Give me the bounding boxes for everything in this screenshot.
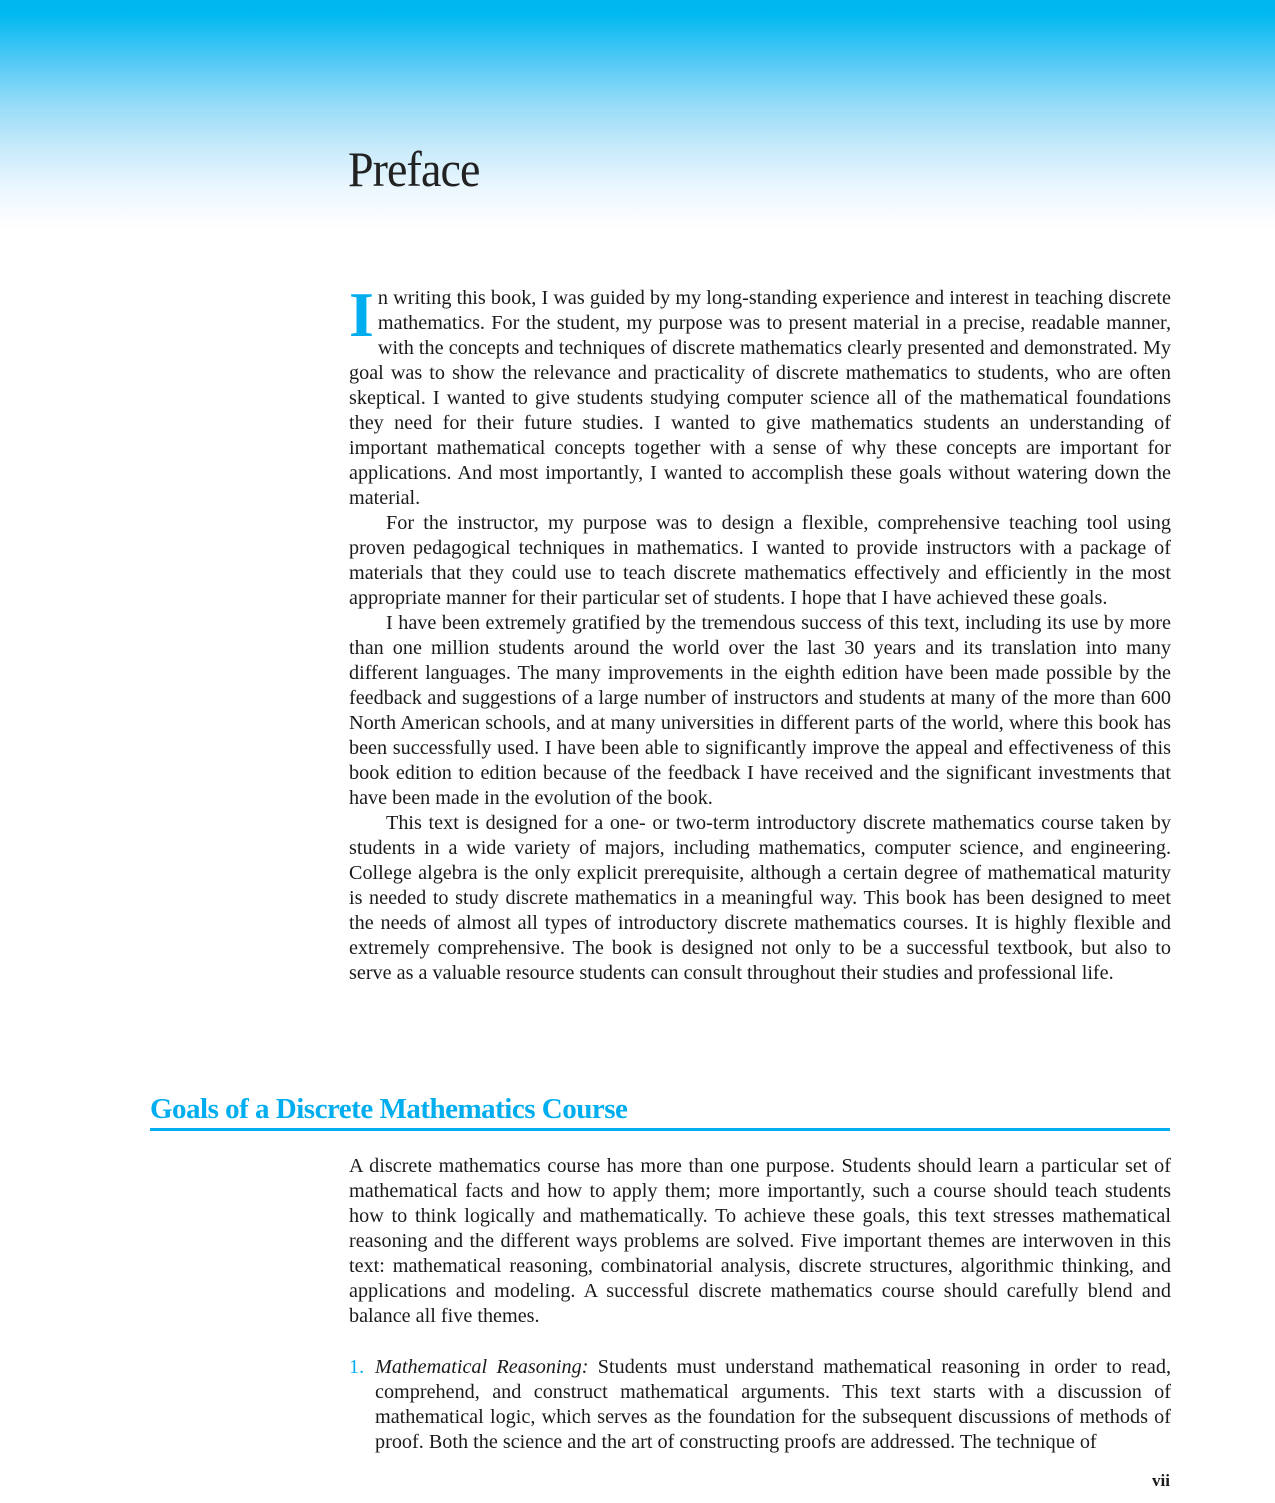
page-number: vii — [1152, 1471, 1170, 1490]
list-item — [349, 1355, 1171, 1455]
header-gradient-band — [0, 0, 1275, 230]
list-item-number: 1. — [349, 1356, 365, 1378]
intro-paragraph-4: This text is designed for a one- or two-term introductory discrete mathematics course taken by students in a wide variety of majors, including mathematics, computer science, and engineering. College algebra is the only explicit prerequisite, although a certain degree of mathematical maturity is needed to study discrete mathematics in a meaningful way. This book has been designed to meet the needs of almost all types of introductory discrete mathematics courses. It is highly flexible and extremely comprehensive. The book is designed not only to be a successful textbook, but also to serve as a valuable resource students can consult throughout their studies and professional life. — [349, 812, 1171, 984]
page-title: Preface — [348, 141, 480, 197]
themes-list — [349, 1355, 1171, 1455]
preface-intro — [349, 279, 1171, 986]
intro-paragraph-3: I have been extremely gratified by the tremendous success of this text, including its use by more than one million students around the world over the last 30 years and its translation into many different languages. The many improvements in the eighth edition have been made possible by the feedback and suggestions of a large number of instructors and students at many of the more than 600 North American schools, and at many universities in different parts of the world, where this book has been successfully used. I have been able to significantly improve the appeal and effectiveness of this book edition to edition because of the feedback I have received and the significant investments that have been made in the evolution of the book. — [349, 612, 1171, 809]
intro-paragraph-2: For the instructor, my purpose was to design a flexible, comprehensive teaching tool using proven pedagogical techniques in mathematics. I wanted to provide instructors with a package of materials that they could use to teach discrete mathematics effectively and efficiently in the most appropriate manner for their particular set of students. I hope that I have achieved these goals. — [349, 512, 1171, 609]
list-item-term: Mathematical Reasoning: — [375, 1356, 589, 1378]
list-item-text: Students must understand mathematical reasoning in order to read, comprehend, and construct mathematical arguments. This text starts with a discussion of mathematical logic, which serves as the foundation for the subsequent discussions of methods of proof. Both the science and the art of constructing proofs are addressed. The technique of — [375, 1356, 1171, 1453]
goals-section-body — [349, 1154, 1171, 1329]
intro-paragraph-1 — [349, 279, 1171, 511]
section-heading-goals: Goals of a Discrete Mathematics Course — [150, 1092, 1170, 1131]
intro-paragraph-1-text: n writing this book, I was guided by my long-standing experience and interest in teaching discrete mathematics. For the student, my purpose was to present material in a precise, readable manner, with the concepts and techniques of discrete mathematics clearly presented and demonstrated. My goal was to show the relevance and practicality of discrete mathematics to students, who are often skeptical. I wanted to give students studying computer science all of the mathematical foundations they need for their future studies. I wanted to give mathematics students an understanding of important mathematical concepts together with a sense of why these concepts are important for applications. And most importantly, I wanted to accomplish these goals without watering down the material. — [349, 287, 1171, 509]
goals-paragraph: A discrete mathematics course has more than one purpose. Students should learn a particular set of mathematical facts and how to apply them; more importantly, such a course should teach students how to think logically and mathematically. To achieve these goals, this text stresses mathematical reasoning and the different ways problems are solved. Five important themes are interwoven in this text: mathematical reasoning, combinatorial analysis, discrete structures, algorithmic thinking, and applications and modeling. A successful discrete mathematics course should carefully blend and balance all five themes. — [349, 1155, 1171, 1327]
drop-cap: I — [349, 279, 374, 350]
